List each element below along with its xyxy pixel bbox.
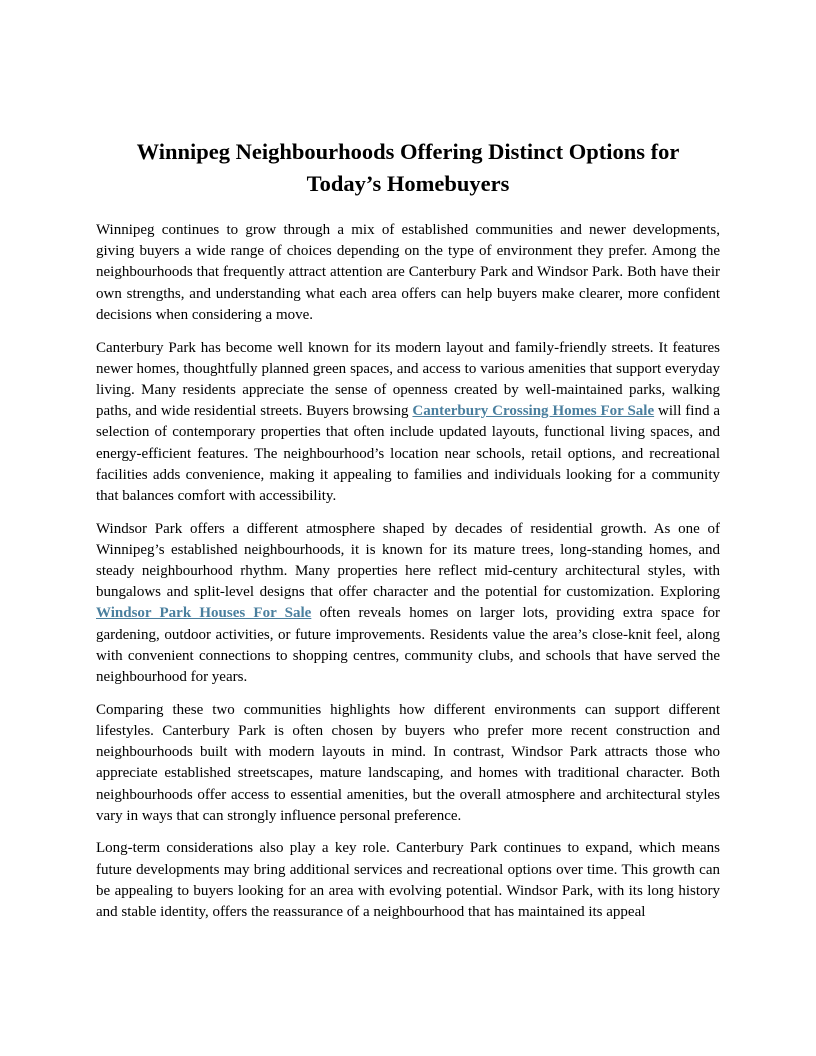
title-line-1: Winnipeg Neighbourhoods Offering Distinct Options for xyxy=(136,139,680,164)
windsor-park-link[interactable]: Windsor Park Houses For Sale xyxy=(96,605,312,622)
paragraph-canterbury-text-2: will find a selection of contemporary properties that often include updated layouts, functional living spaces, and energy-efficient features. The neighbourhood’s location near schools, retail options, and recreational facilities adds convenience, making it appealing to families and individuals looking for a community that balances comfort with accessibility. xyxy=(96,403,721,504)
paragraph-windsor-text-2: often reveals homes on larger lots, providing extra space for gardening, outdoor activities, or future improvements. Residents value the area’s close-knit feel, along with convenient connections to shopping centres, community clubs, and schools that have served the neighbourhood for years. xyxy=(96,605,720,686)
paragraph-intro: Winnipeg continues to grow through a mix of established communities and newer developments, giving buyers a wide range of choices depending on the type of environment they prefer. Among the neighbourhoods that frequently attract attention are Canterbury Park and Windsor Park. Both have their own strengths, and understanding what each area offers can help buyers make clearer, more confident decisions when considering a move. xyxy=(96,222,720,323)
paragraph-windsor-text-1: Windsor Park offers a different atmosphere shaped by decades of residential growth. As one of Winnipeg’s established neighbourhoods, it is known for its mature trees, long-standing homes, and steady neighbourhood rhythm. Many properties here reflect mid-century architectural styles, with bungalows and split-level designs that offer character and the potential for customization. Exploring xyxy=(96,520,720,601)
paragraph-canterbury xyxy=(96,338,720,508)
paragraph-windsor xyxy=(96,519,720,689)
document-page xyxy=(96,136,720,935)
paragraph-comparison: Comparing these two communities highlights how different environments can support different lifestyles. Canterbury Park is often chosen by buyers who prefer more recent construction and neighbourhoods built with modern layouts in mind. In contrast, Windsor Park attracts those who appreciate established streetscapes, mature landscaping, and homes with traditional character. Both neighbourhoods offer access to essential amenities, but the overall atmosphere and architectural styles vary in ways that can strongly influence personal preference. xyxy=(96,701,720,824)
title-line-2: Today’s Homebuyers xyxy=(306,171,510,196)
canterbury-crossing-link[interactable]: Canterbury Crossing Homes For Sale xyxy=(412,403,655,420)
paragraph-long-term: Long-term considerations also play a key role. Canterbury Park continues to expand, which means future developments may bring additional services and recreational options over time. This growth can be appealing to buyers looking for an area with evolving potential. Windsor Park, with its long history and stable identity, offers the reassurance of a neighbourhood that has maintained its appeal xyxy=(96,840,720,921)
paragraph-canterbury-text-1: Canterbury Park has become well known for its modern layout and family-friendly streets. It features newer homes, thoughtfully planned green spaces, and access to various amenities that support everyday living. Many residents appreciate the sense of openness created by well-maintained parks, walking paths, and wide residential streets. Buyers browsing xyxy=(96,339,720,420)
document-title xyxy=(96,136,720,200)
